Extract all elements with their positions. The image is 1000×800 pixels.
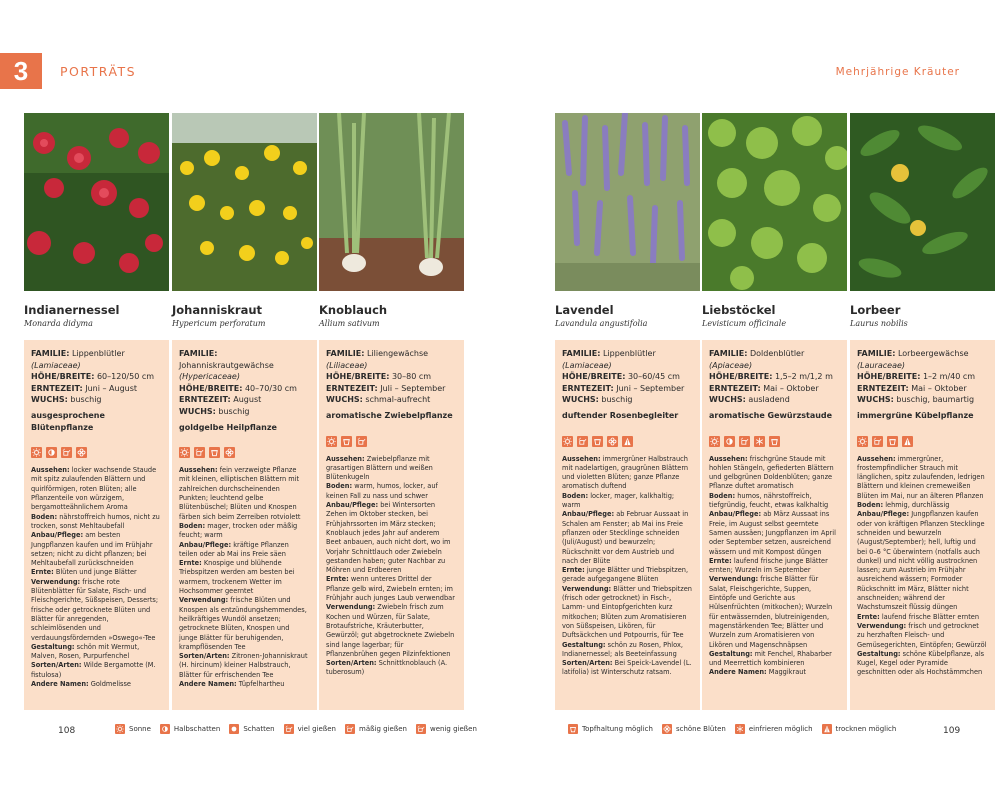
paragraph-label: Verwendung: [31, 577, 81, 586]
paragraph-label: Andere Namen: [709, 668, 767, 677]
paragraph-label: Verwendung: [326, 603, 376, 612]
chapter-title: PORTRÄTS [60, 64, 137, 79]
paragraph-text: Knospige und blühende Triebspitzen werden am besten bei warmem, trockenem Wetter im Hochsommer geerntet [179, 559, 295, 596]
erntezeit-value: Juli – September [380, 383, 446, 393]
plant-latin-name: Allium sativum [319, 319, 380, 328]
wuchs-value: buschig [70, 395, 102, 405]
paragraph-text: Jungpflanzen kaufen oder von kräftigen Pflanzen Stecklinge schneiden und bewurzeln (August/September); hell, luftig und bei 0–6 °C überwintern (notfalls auch dunkel) und nicht völlig austrocknen lassen; zum Austrieb im Frühjahr ausreichend wässern; Formoder Rückschnitt im März, Blätter nicht anschneiden; während der Wachstumszeit flüssig düngen [857, 510, 985, 612]
erntezeit-value: Mai – Oktober [763, 383, 819, 393]
snowflake-icon [735, 724, 745, 734]
label-wuchs: WUCHS: [326, 395, 363, 405]
wuchs-value: buschig, baumartig [896, 395, 975, 405]
plant-latin-name: Lavandula angustifolia [555, 319, 648, 328]
hoehe-value: 60–120/50 cm [96, 372, 155, 382]
plant-card [850, 340, 995, 710]
snowflake-icon [754, 436, 765, 447]
paragraph-text: ab März Aussaat ins Freie, im August selbst geerntete Samen aussäen; Jungpflanzen im April oder September setzen, ausreichend wässern und mit Kompost düngen [709, 510, 836, 556]
legend-item [345, 724, 407, 734]
description-paragraph [31, 466, 156, 511]
legend-label: mäßig gießen [359, 725, 407, 733]
paragraph-text: frischgrüne Staude mit hohlen Stängeln, gefiederten Blättern und gelbgrünen Doldenblüten; ganze Pflanze duftet aromatisch [709, 454, 834, 491]
description-paragraph [857, 613, 979, 621]
familie-value: Johanniskrautgewächse [179, 360, 274, 370]
familie-value: Lorbeergewächse [897, 349, 969, 358]
plant-facts [179, 348, 309, 433]
description-paragraph [562, 455, 688, 491]
description-paragraph [709, 557, 828, 574]
erntezeit-value: Juni – August [85, 383, 138, 393]
sun-icon [562, 436, 573, 447]
photo-lorbeer [850, 113, 995, 291]
pot-icon [341, 436, 352, 447]
description-paragraph [31, 661, 156, 678]
label-erntezeit: ERNTEZEIT: [562, 383, 614, 393]
plant-card [319, 340, 464, 710]
paragraph-text: wenn unteres Drittel der Pflanze gelb wird, Zwiebeln ernten; im Frühjahr auch junges Laub verwendbar [326, 575, 455, 603]
plant-facts [709, 348, 839, 422]
label-wuchs: WUCHS: [31, 395, 68, 405]
description-paragraph [31, 531, 153, 567]
legend-label: schöne Blüten [675, 725, 726, 733]
paragraph-label: Aussehen: [179, 466, 218, 475]
legend-label: wenig gießen [429, 725, 477, 733]
label-familie: FAMILIE: [562, 349, 601, 358]
description-paragraph [31, 513, 160, 530]
label-erntezeit: ERNTEZEIT: [179, 395, 231, 405]
description-paragraph [31, 643, 139, 660]
paragraph-text: Zitronen-Johanniskraut (H. hircinum) kleiner Halbstrauch, Blätter für erfrischenden Tee [179, 652, 308, 679]
label-familie: FAMILIE: [857, 349, 896, 358]
label-wuchs: WUCHS: [179, 406, 216, 416]
label-hoehe: HÖHE/BREITE: [179, 383, 243, 393]
legend-right [568, 724, 905, 734]
paragraph-label: Sorten/Arten: [326, 659, 377, 668]
plant-tagline: aromatische Gewürzstaude [709, 410, 833, 420]
plant-description [562, 455, 692, 678]
familie-latin: (Hypericaceae) [179, 372, 240, 382]
plant-icons [857, 436, 987, 447]
plant-header [850, 297, 995, 335]
photo-liebstoeckel [702, 113, 847, 291]
flower-icon [76, 447, 87, 458]
paragraph-label: Aussehen: [326, 454, 365, 463]
description-paragraph [562, 641, 683, 658]
label-familie: FAMILIE: [179, 349, 218, 358]
paragraph-label: Ernte: [857, 612, 880, 621]
plant-header [319, 297, 464, 335]
plant-name: Lavendel [555, 303, 614, 317]
description-paragraph [179, 541, 289, 558]
section-title: Mehrjährige Kräuter [835, 66, 960, 78]
paragraph-text: Blätter und Triebspitzen (frisch oder getrocknet) in Fisch-, Lamm- und Eintopfgerichten kurz mitkochen; Blüten zum Aromatisieren von Süßspeisen, Likören, für Duftsäckchen und Potpourris, für Tee [562, 584, 692, 640]
description-paragraph [31, 578, 158, 642]
paragraph-text: Schnittknoblauch (A. tuberosum) [326, 659, 448, 677]
familie-latin: (Liliaceae) [326, 360, 368, 370]
paragraph-label: Sorten/Arten: [562, 659, 613, 668]
description-paragraph [857, 455, 985, 500]
plant-card [702, 340, 847, 710]
description-paragraph [179, 680, 284, 688]
watering-can-icon [356, 436, 367, 447]
paragraph-label: Ernte: [179, 559, 202, 568]
paragraph-text: lehmig, durchlässig [883, 501, 950, 510]
description-paragraph [562, 585, 692, 639]
paragraph-text: am besten Jungpflanzen kaufen und im Frühjahr setzen; nicht zu dicht pflanzen; bei Mehltaubefall zurückschneiden [31, 531, 153, 568]
paragraph-label: Verwendung: [857, 621, 907, 630]
description-paragraph [326, 455, 433, 482]
photo-indianernessel [24, 113, 169, 291]
paragraph-text: immergrüner Halbstrauch mit nadelartigen, graugrünen Blättern und violetten Blüten; ganze Pflanze aromatisch duftend [562, 454, 689, 491]
watering-can-icon [577, 436, 588, 447]
legend-label: viel gießen [297, 725, 336, 733]
paragraph-label: Boden: [857, 501, 884, 510]
hoehe-value: 40–70/30 cm [244, 383, 297, 393]
paragraph-label: Boden: [562, 491, 589, 500]
label-hoehe: HÖHE/BREITE: [857, 372, 921, 382]
paragraph-text: Blüten und junge Blätter [53, 568, 137, 577]
description-paragraph [857, 622, 987, 649]
paragraph-label: Verwendung: [709, 575, 759, 584]
wuchs-value: schmal-aufrecht [365, 395, 431, 405]
paragraph-text: junge Blätter und Triebspitzen, gerade aufgegangene Blüten [562, 566, 689, 584]
plant-header [172, 297, 317, 335]
description-paragraph [179, 466, 301, 520]
sun-icon [31, 447, 42, 458]
label-wuchs: WUCHS: [857, 395, 894, 405]
plant-card [172, 340, 317, 710]
watering-can-icon [416, 724, 426, 734]
paragraph-label: Anbau/Pflege: [562, 510, 615, 519]
paragraph-text: frisch und getrocknet zu herzhaften Fleisch- und Gemüsegerichten, Eintöpfen; Gewürzöl [857, 621, 987, 649]
legend-label: Schatten [243, 725, 275, 733]
label-hoehe: HÖHE/BREITE: [326, 372, 390, 382]
paragraph-label: Anbau/Pflege: [326, 501, 379, 510]
dry-icon [822, 724, 832, 734]
legend-item [416, 724, 477, 734]
description-paragraph [709, 455, 834, 491]
plant-icons [562, 436, 692, 447]
watering-can-icon [739, 436, 750, 447]
pot-icon [568, 724, 578, 734]
label-familie: FAMILIE: [326, 349, 365, 358]
label-hoehe: HÖHE/BREITE: [562, 372, 626, 382]
paragraph-label: Anbau/Pflege: [179, 540, 232, 549]
flower-icon [224, 447, 235, 458]
hoehe-value: 30–60/45 cm [627, 372, 680, 382]
legend-item [160, 724, 220, 734]
paragraph-text: kräftige Pflanzen teilen oder ab Mai ins Freie säen [179, 540, 289, 558]
half-shade-icon [46, 447, 57, 458]
paragraph-label: Andere Namen: [179, 679, 237, 688]
plant-name: Johanniskraut [172, 303, 263, 317]
plant-latin-name: Hypericum perforatum [172, 319, 266, 328]
watering-can-icon [345, 724, 355, 734]
paragraph-label: Gestaltung: [31, 642, 75, 651]
legend-item [115, 724, 151, 734]
paragraph-text: frische rote Blütenblätter für Salate, Fisch- und Fleischgerichte, Süßspeisen, Desserts; frische oder getrocknete Blüten und Blätter für anregenden, schleimlösenden und verdauungsfördernden »Oswego«-Tee [31, 577, 159, 642]
wuchs-value: buschig [218, 406, 250, 416]
description-paragraph [562, 510, 688, 564]
erntezeit-value: August [233, 395, 262, 405]
legend-item [822, 724, 897, 734]
plant-icons [326, 436, 456, 447]
legend-item [662, 724, 726, 734]
legend-item [568, 724, 653, 734]
description-paragraph [31, 680, 131, 688]
description-paragraph [179, 559, 294, 595]
plant-tagline: immergrüne Kübelpflanze [857, 410, 974, 420]
label-erntezeit: ERNTEZEIT: [31, 383, 83, 393]
legend-label: Topfhaltung möglich [582, 725, 653, 733]
paragraph-label: Boden: [709, 491, 736, 500]
dry-icon [622, 436, 633, 447]
description-paragraph [562, 659, 692, 676]
sun-icon [857, 436, 868, 447]
plant-icons [31, 447, 161, 458]
description-paragraph [326, 575, 455, 602]
paragraph-text: laufend frische junge Blätter ernten; Wurzeln im September [709, 556, 828, 575]
photo-knoblauch [319, 113, 464, 291]
paragraph-label: Anbau/Pflege: [857, 510, 910, 519]
paragraph-text: locker, mager, kalkhaltig; warm [562, 491, 675, 510]
label-familie: FAMILIE: [31, 349, 70, 358]
paragraph-label: Ernte: [31, 568, 54, 577]
description-paragraph [326, 501, 450, 574]
paragraph-text: humos, nährstoffreich, tiefgründig, feucht, etwas kalkhaltig [709, 491, 829, 510]
paragraph-label: Sorten/Arten: [31, 661, 82, 670]
paragraph-text: frische Blätter für Salat, Fleischgerichte, Suppen, Eintöpfe und Gerichte aus Hülsenfrüchten (mitkochen); Wurzeln für entwässernden, blutreinigenden, magenstärkenden Tee; Blätter und Wurzeln zum Aromatisieren von Likören und Magenschnäpsen [709, 575, 833, 649]
description-paragraph [857, 650, 984, 677]
plant-card [24, 340, 169, 710]
plant-description [326, 455, 456, 678]
paragraph-text: locker wachsende Staude mit spitz zulaufenden Blättern und quirlförmigen, roten Blüten; alle Pflanzenteile von würzigem, bergamotteähnlichem Aroma [31, 466, 157, 512]
paragraph-text: fein verzweigte Pflanze mit kleinen, elliptischen Blättern mit zahlreichen durchscheinenden Punkten; leuchtend gelbe Blütenbüschel; Blüten und Knospen färben sich beim Zerreiben rotviolett [179, 466, 301, 521]
plant-tagline: aromatische Zwiebelpflanze [326, 410, 453, 420]
photo-johanniskraut [172, 113, 317, 291]
watering-can-icon [61, 447, 72, 458]
label-familie: FAMILIE: [709, 349, 748, 358]
watering-can-icon [284, 724, 294, 734]
familie-latin: (Lamiaceae) [562, 360, 612, 370]
description-paragraph [326, 482, 438, 499]
sun-icon [326, 436, 337, 447]
pot-icon [209, 447, 220, 458]
paragraph-text: laufend frische Blätter ernten [879, 612, 980, 621]
plant-description [31, 466, 161, 689]
plant-latin-name: Monarda didyma [24, 319, 93, 328]
flower-icon [607, 436, 618, 447]
label-erntezeit: ERNTEZEIT: [857, 383, 909, 393]
description-paragraph [179, 596, 307, 650]
plant-description [857, 455, 987, 678]
legend-left [115, 724, 486, 734]
watering-can-icon [872, 436, 883, 447]
plant-name: Indianernessel [24, 303, 120, 317]
paragraph-label: Sorten/Arten: [179, 652, 230, 661]
plant-tagline: ausgesprochene Blütenpflanze [31, 410, 105, 432]
paragraph-label: Ernte: [709, 556, 732, 565]
legend-label: Sonne [129, 725, 151, 733]
sun-icon [179, 447, 190, 458]
plant-icons [179, 447, 309, 458]
description-paragraph [709, 575, 832, 648]
photo-lavendel [555, 113, 700, 291]
paragraph-label: Aussehen: [709, 454, 748, 463]
sun-icon [115, 724, 125, 734]
paragraph-text: schöne Kübelpflanze, als Kugel, Kegel oder Pyramide geschnitten oder als Hochstämmchen [857, 649, 985, 677]
legend-item [284, 724, 336, 734]
sun-icon [709, 436, 720, 447]
paragraph-label: Andere Namen: [31, 679, 89, 688]
paragraph-text: mit Fenchel, Rhabarber und Meerrettich kombinieren [709, 649, 832, 668]
erntezeit-value: Juni – September [616, 383, 685, 393]
legend-item [735, 724, 813, 734]
label-wuchs: WUCHS: [709, 395, 746, 405]
plant-header [555, 297, 700, 335]
paragraph-label: Gestaltung: [709, 649, 753, 658]
plant-latin-name: Levisticum officinale [702, 319, 787, 328]
plant-name: Liebstöckel [702, 303, 776, 317]
paragraph-label: Aussehen: [857, 454, 896, 463]
description-paragraph [709, 492, 828, 509]
familie-latin: (Lamiaceae) [31, 360, 81, 370]
hoehe-value: 1,5–2 m/1,2 m [774, 372, 833, 382]
plant-facts [857, 348, 987, 422]
paragraph-text: nährstoffreich humos, nicht zu trocken, sonst Mehltaubefall [31, 512, 160, 530]
paragraph-text: Goldmelisse [88, 679, 131, 688]
label-hoehe: HÖHE/BREITE: [709, 372, 773, 382]
hoehe-value: 30–80 cm [391, 372, 432, 382]
paragraph-label: Anbau/Pflege: [709, 510, 762, 519]
shade-icon [229, 724, 239, 734]
paragraph-label: Verwendung: [562, 584, 612, 593]
paragraph-label: Anbau/Pflege: [31, 531, 84, 540]
familie-latin: (Lauraceae) [857, 360, 906, 370]
wuchs-value: ausladend [748, 395, 790, 405]
paragraph-text: schön zu Rosen, Phlox, Indianernessel; als Beeteinfassung [562, 640, 683, 658]
paragraph-label: Gestaltung: [562, 640, 606, 649]
paragraph-label: Boden: [179, 521, 206, 530]
description-paragraph [709, 650, 832, 667]
paragraph-label: Aussehen: [31, 466, 70, 475]
dry-icon [902, 436, 913, 447]
plant-tagline: duftender Rosenbegleiter [562, 410, 679, 420]
paragraph-label: Ernte: [562, 566, 585, 575]
paragraph-text: frische Blüten und Knospen als entzündungshemmendes, heilkräftiges Wundöl ansetzen; getrocknete Blüten, Knospen und junge Blätter für beruhigenden, krampflösenden Tee [179, 596, 307, 651]
paragraph-text: immergrüner, frostempfindlicher Strauch mit länglichen, spitz zulaufenden, ledrigen Blättern und kleinen cremeweißen Blüten im Mai, nur an älteren Pflanzen [857, 454, 985, 500]
wuchs-value: buschig [601, 395, 633, 405]
plant-facts [31, 348, 161, 433]
hoehe-value: 1–2 m/40 cm [922, 372, 976, 382]
pot-icon [592, 436, 603, 447]
paragraph-text: schön mit Wermut, Malven, Rosen, Purpurfenchel [31, 642, 140, 661]
description-paragraph [709, 668, 806, 676]
watering-can-icon [194, 447, 205, 458]
flower-icon [662, 724, 672, 734]
description-paragraph [179, 522, 297, 539]
paragraph-text: Maggikraut [766, 668, 807, 677]
plant-header [702, 297, 847, 335]
description-paragraph [857, 510, 985, 611]
legend-label: Halbschatten [173, 725, 221, 733]
description-paragraph [326, 603, 454, 657]
paragraph-text: bei Wintersorten Zehen im Oktober stecken, bei Frühjahrssorten im März stecken; Knoblauch jedes Jahr auf anderem Beet anbauen, auch nicht dort, wo im Vorjahr Schnittlauch oder Zwiebeln gestanden haben; guter Nachbar zu Möhren und Erdbeeren [326, 501, 451, 575]
paragraph-label: Verwendung: [179, 596, 229, 605]
plant-icons [709, 436, 839, 447]
erntezeit-value: Mai – Oktober [911, 383, 967, 393]
page-number-left: 108 [58, 726, 76, 736]
label-hoehe: HÖHE/BREITE: [31, 372, 95, 382]
familie-latin: (Apiaceae) [709, 360, 753, 370]
chapter-number: 3 [0, 53, 42, 89]
description-paragraph [562, 492, 674, 509]
plant-facts [562, 348, 692, 422]
familie-value: Doldenblütler [749, 349, 805, 358]
paragraph-text: Wilde Bergamotte (M. fistulosa) [31, 661, 156, 679]
label-wuchs: WUCHS: [562, 395, 599, 405]
legend-label: einfrieren möglich [748, 725, 813, 733]
paragraph-text: mager, trocken oder mäßig feucht; warm [179, 521, 298, 540]
familie-value: Liliengewächse [366, 349, 429, 358]
paragraph-text: warm, humos, locker, auf keinen Fall zu nass und schwer [326, 482, 438, 500]
description-paragraph [562, 566, 688, 583]
paragraph-text: Tüpfelhartheu [236, 679, 285, 688]
plant-name: Lorbeer [850, 303, 901, 317]
paragraph-label: Aussehen: [562, 454, 601, 463]
half-shade-icon [160, 724, 170, 734]
paragraph-text: Zwiebelpflanze mit grasartigen Blättern und weißen Blütenkugeln [326, 454, 433, 482]
legend-item [229, 724, 274, 734]
label-erntezeit: ERNTEZEIT: [709, 383, 761, 393]
description-paragraph [179, 652, 308, 679]
plant-name: Knoblauch [319, 303, 388, 317]
plant-description [179, 466, 309, 689]
familie-value: Lippenblütler [71, 349, 125, 358]
paragraph-label: Ernte: [326, 575, 349, 584]
paragraph-text: Zwiebeln frisch zum Kochen und Würzen, für Salate, Brotaufstriche, Kräuterbutter, Gewürzöl; gut abgetrocknete Zwiebeln sind lange lagerbar; für Pflanzenbrühen gegen Pilzinfektionen [326, 603, 455, 658]
page-number-right: 109 [943, 726, 961, 736]
pot-icon [769, 436, 780, 447]
legend-label: trocknen möglich [835, 725, 897, 733]
plant-facts [326, 348, 456, 422]
paragraph-text: ab Februar Aussaat in Schalen am Fenster; ab Mai ins Freie pflanzen oder Stecklinge schneiden (Juli/August) und bewurzeln; Rückschnitt vor dem Austrieb und nach der Blüte [562, 510, 689, 565]
paragraph-text: Bei Speick-Lavendel (L. latifolia) ist Winterschutz ratsam. [562, 659, 692, 677]
description-paragraph [326, 659, 447, 676]
familie-value: Lippenblütler [602, 349, 656, 358]
plant-latin-name: Laurus nobilis [850, 319, 908, 328]
description-paragraph [709, 510, 836, 555]
paragraph-label: Gestaltung: [857, 649, 901, 658]
paragraph-label: Boden: [326, 482, 353, 491]
label-erntezeit: ERNTEZEIT: [326, 383, 378, 393]
plant-header [24, 297, 169, 335]
half-shade-icon [724, 436, 735, 447]
description-paragraph [857, 501, 949, 509]
plant-card [555, 340, 700, 710]
plant-description [709, 455, 839, 678]
pot-icon [887, 436, 898, 447]
paragraph-label: Boden: [31, 512, 58, 521]
plant-tagline: goldgelbe Heilpflanze [179, 422, 277, 432]
description-paragraph [31, 568, 137, 576]
